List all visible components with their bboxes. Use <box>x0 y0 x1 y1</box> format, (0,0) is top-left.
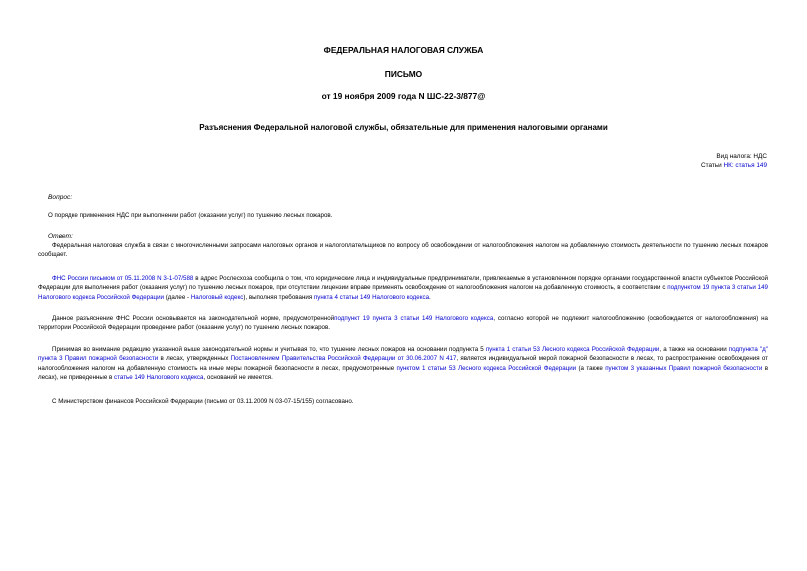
paragraph-text: , а также на основании <box>659 346 729 353</box>
tax-code-article-link[interactable]: НК: статья 149 <box>723 162 767 169</box>
fire-safety-rules-link[interactable]: подпункта "д" пункта 3 Правил пожарной безопасности <box>38 346 768 363</box>
forest-code-point-1-link[interactable]: пунктом 1 статьи 53 Лесного кодекса Российской Федерации <box>396 364 577 372</box>
paragraph-text: (а также <box>576 364 606 372</box>
tax-code-link[interactable]: Налоговый кодекс <box>190 293 244 301</box>
answer-label: Ответ: <box>48 233 73 240</box>
answer-paragraph-3 <box>38 314 768 333</box>
answer-paragraph-5: С Министерством финансов Российской Федерации (письмо от 03.11.2009 N 03-07-15/155) согласовано. <box>52 398 354 405</box>
paragraph-text: . <box>429 293 431 301</box>
tax-code-subpoint-19-link[interactable]: подпункт 19 пункта 3 статьи 149 Налогового кодекса <box>334 315 494 322</box>
paragraph-text: Данное разъяснение ФНС России основывается на законодательной норме, предусмотренной <box>52 315 335 322</box>
paragraph-text: в лесах, утвержденных <box>158 355 231 363</box>
tax-code-article-149-link[interactable]: статье 149 Налогового кодекса <box>114 374 204 382</box>
tax-code-subpoint-19-link[interactable]: подпунктом 19 пункта 3 статьи 149 Налогового кодекса Российской Федерации <box>38 284 768 301</box>
tax-articles-prefix: Статьи <box>700 162 724 169</box>
agency-title: ФЕДЕРАЛЬНАЯ НАЛОГОВАЯ СЛУЖБА <box>323 45 484 55</box>
document-date-number: от 19 ноября 2009 года N ШС-22-3/877@ <box>321 91 486 101</box>
answer-paragraph-1: Федеральная налоговая служба в связи с многочисленными запросами налоговых органов и налогоплательщиков по вопросу об освобождении от налогообложения налогом на добавленную стоимость деятельности по тушению лесных пожаров сообщает. <box>38 242 768 259</box>
tax-articles <box>701 162 767 170</box>
paragraph-text: в адрес Рослесхоза сообщила о том, что юридические лица и индивидуальные предприниматели, привлекаемые в установленном порядке органами государственной власти субъектов Российской Федерации для выполнения работ (оказания услуг) по тушению лесных пожаров, при отсутствии лицензии вправе применять освобождение от налогообложения налогом на добавленную стоимость, в соответствии с <box>38 275 768 292</box>
document-subtitle: Разъяснения Федеральной налоговой службы, обязательные для применения налоговыми органами <box>199 123 608 132</box>
paragraph-text: ), выполняя требования <box>243 293 314 301</box>
government-decree-link[interactable]: Постановлением Правительства Российской Федерации от 30.06.2007 N 417 <box>230 355 457 363</box>
paragraph-text: в лесах), не приведенные в <box>38 364 768 382</box>
fns-letter-link[interactable]: ФНС России письмом от 05.11.2008 N 3-1-07/588 <box>52 275 194 282</box>
paragraph-text: Принимая во внимание редакцию указанной выше законодательной нормы и учитывая то, что тушение лесных пожаров на основании подпункта 5 <box>52 346 486 353</box>
answer-paragraph-4 <box>38 345 768 383</box>
document-type: ПИСЬМО <box>384 69 423 79</box>
paragraph-text: , оснований не имеется. <box>203 374 273 382</box>
paragraph-text: , согласно которой не подлежит налогообложению (освобождается от налогообложения) на территории Российской Федерации проведение работ (оказание услуг) по тушению лесных пожаров. <box>38 315 768 332</box>
question-text: О порядке применения НДС при выполнении работ (оказании услуг) по тушению лесных пожаров. <box>48 212 333 219</box>
tax-kind: Вид налога: НДС <box>716 153 767 160</box>
forest-code-link[interactable]: пункта 1 статьи 53 Лесного кодекса Российской Федерации <box>485 346 660 353</box>
paragraph-text: , является индивидуальной мерой пожарной безопасности в лесах, то распространение освобождения от налогообложения налогом на добавленную стоимость на иные меры пожарной безопасности в лесах, предусмотренные <box>38 355 768 372</box>
answer-paragraph-2 <box>38 274 768 302</box>
fire-safety-rules-point-3-link[interactable]: пунктом 3 указанных Правил пожарной безопасности <box>605 364 763 372</box>
paragraph-text: (далее - <box>163 293 191 301</box>
tax-code-point-4-link[interactable]: пункта 4 статьи 149 Налогового кодекса <box>313 293 430 301</box>
question-label: Вопрос: <box>48 194 73 201</box>
